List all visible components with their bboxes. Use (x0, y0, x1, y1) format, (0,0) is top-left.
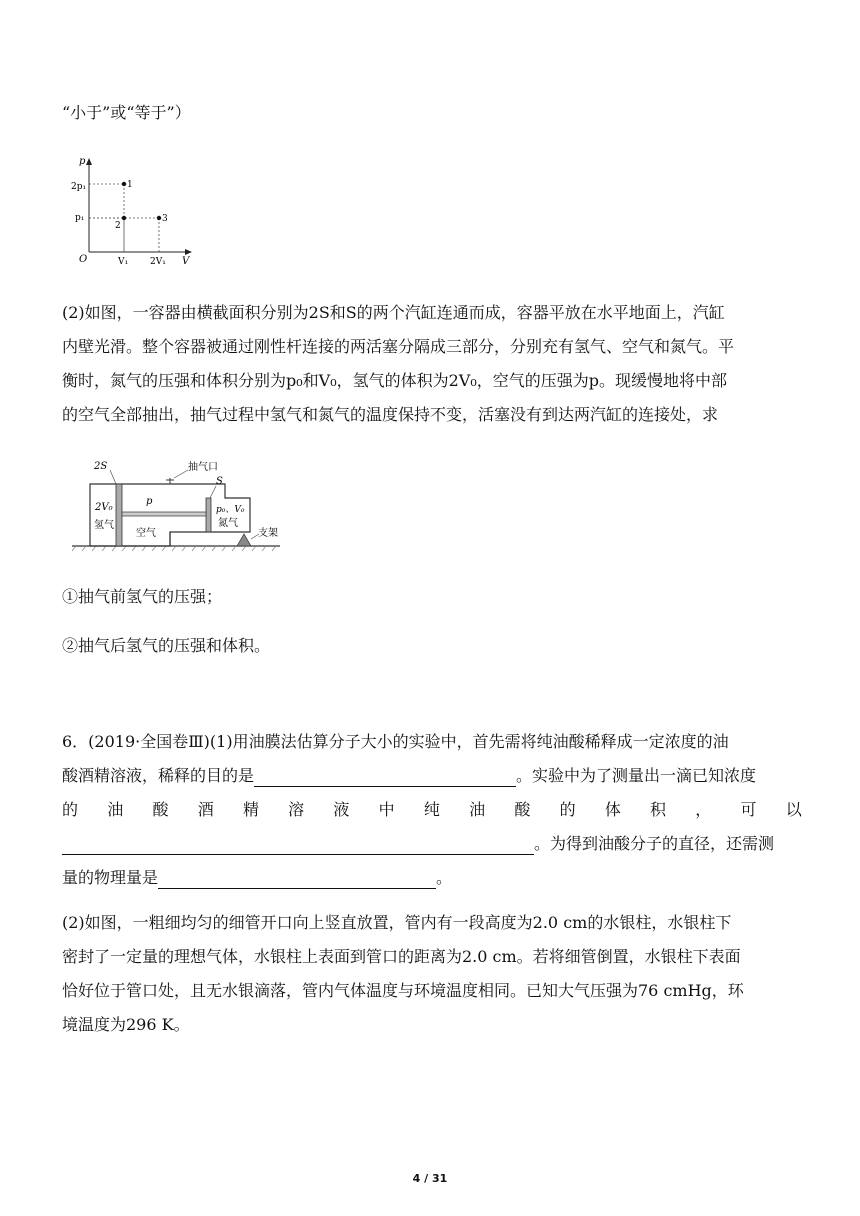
justified-char: 可 (740, 800, 757, 819)
cylinder-diagram (70, 456, 285, 552)
x-tick-2v1: 2V₁ (150, 257, 166, 267)
paragraph-mercury-tube: (2)如图，一粗细均匀的细管开口向上竖直放置，管内有一段高度为2.0 cm的水银柱，水银柱下 密封了一定量的理想气体，水银柱上表面到管口的距离为2.0 cm。若将细管倒置，水银柱下表面 恰好位于管口处，且无水银滴落，管内气体温度与环境温度相同。已知大气压强为76 cmHg，环 境温度为296 K。 (62, 913, 744, 1034)
label-air: 空气 (136, 528, 156, 539)
pv-point-label-1: 1 (127, 180, 133, 190)
p-axis-label: p (79, 156, 86, 167)
justified-char: 积 (650, 800, 667, 819)
connecting-rod (122, 512, 206, 516)
label-stand: 支架 (258, 528, 278, 539)
paragraph-cylinder-problem: (2)如图，一容器由横截面积分别为2S和S的两个汽缸连通而成，容器平放在水平地面上，汽缸 内壁光滑。整个容器被通过刚性杆连接的两活塞分隔成三部分，分别充有氢气、空气和氮气。平 衡时，氮气的压强和体积分别为p₀和V₀，氢气的体积为2V₀，空气的压强为p。现缓慢地将中部 的空气全部抽出，抽气过程中氢气和氮气的温度保持不变，活塞没有到达两汽缸的连接处，求 (62, 303, 735, 424)
justified-char: 的 (62, 800, 79, 819)
justified-char: 酸 (514, 800, 531, 819)
pv-point-label-3: 3 (162, 214, 168, 224)
origin-label: O (79, 254, 88, 265)
label-s: S (216, 476, 223, 487)
pv-points (115, 180, 168, 231)
label-p: p (146, 496, 153, 507)
support-stand (237, 534, 251, 546)
y-tick-p1: p₁ (75, 213, 85, 223)
justified-char: 以 (785, 800, 802, 819)
p-axis-arrow (86, 158, 92, 165)
problem-6: 6．(2019·全国卷Ⅲ)(1)用油膜法估算分子大小的实验中，首先需将纯油酸稀释成一定浓度的油 酸酒精溶液，稀释的目的是 。实验中为了测量出一滴已知浓度 的 油 酸 酒 精 溶 液 中 纯 油 酸 的 体 积 ， 可 以 。为得到油酸分子的直径，还需测 量的物理量是 。 (62, 732, 802, 887)
text-line-top: “小于”或“等于”） (62, 103, 191, 122)
label-hydrogen: 氢气 (94, 520, 114, 531)
label-2s: 2S (94, 461, 108, 472)
justified-char: 液 (333, 800, 350, 819)
justified-char: 中 (378, 800, 395, 819)
justified-char: 体 (604, 800, 621, 819)
answer-blank-3[interactable] (158, 866, 436, 889)
pv-graph (70, 150, 200, 270)
justified-char: 精 (242, 800, 259, 819)
label-2v0: 2V₀ (95, 502, 113, 513)
justified-char: 酸 (152, 800, 169, 819)
pv-point-label-2: 2 (115, 221, 121, 231)
justified-char: 油 (107, 800, 124, 819)
justified-char: 溶 (288, 800, 305, 819)
v-axis-arrow (185, 249, 192, 255)
label-p0v0: p₀、V₀ (216, 505, 245, 515)
x-tick-v1: V₁ (118, 257, 129, 267)
justified-line (62, 793, 802, 827)
label-nitrogen: 氮气 (218, 518, 238, 529)
pv-point-3 (157, 216, 161, 220)
justified-char: 纯 (423, 800, 440, 819)
answer-blank-2[interactable] (62, 832, 534, 855)
question-2: ②抽气后氢气的压强和体积。 (62, 636, 271, 655)
v-axis-label: V (182, 256, 190, 267)
label-vent: 抽气口 (188, 462, 218, 473)
large-piston (116, 484, 122, 546)
justified-char: 酒 (197, 800, 214, 819)
small-piston (206, 498, 211, 532)
question-1: ①抽气前氢气的压强； (62, 587, 223, 606)
justified-char: 的 (559, 800, 576, 819)
page-number: 4 / 31 (412, 1172, 448, 1185)
justified-char: ， (695, 800, 712, 819)
pv-point-1 (122, 182, 126, 186)
answer-blank-1[interactable] (254, 764, 516, 787)
justified-char: 油 (469, 800, 486, 819)
y-tick-2p1: 2p₁ (71, 182, 87, 192)
pv-point-2 (122, 216, 126, 220)
